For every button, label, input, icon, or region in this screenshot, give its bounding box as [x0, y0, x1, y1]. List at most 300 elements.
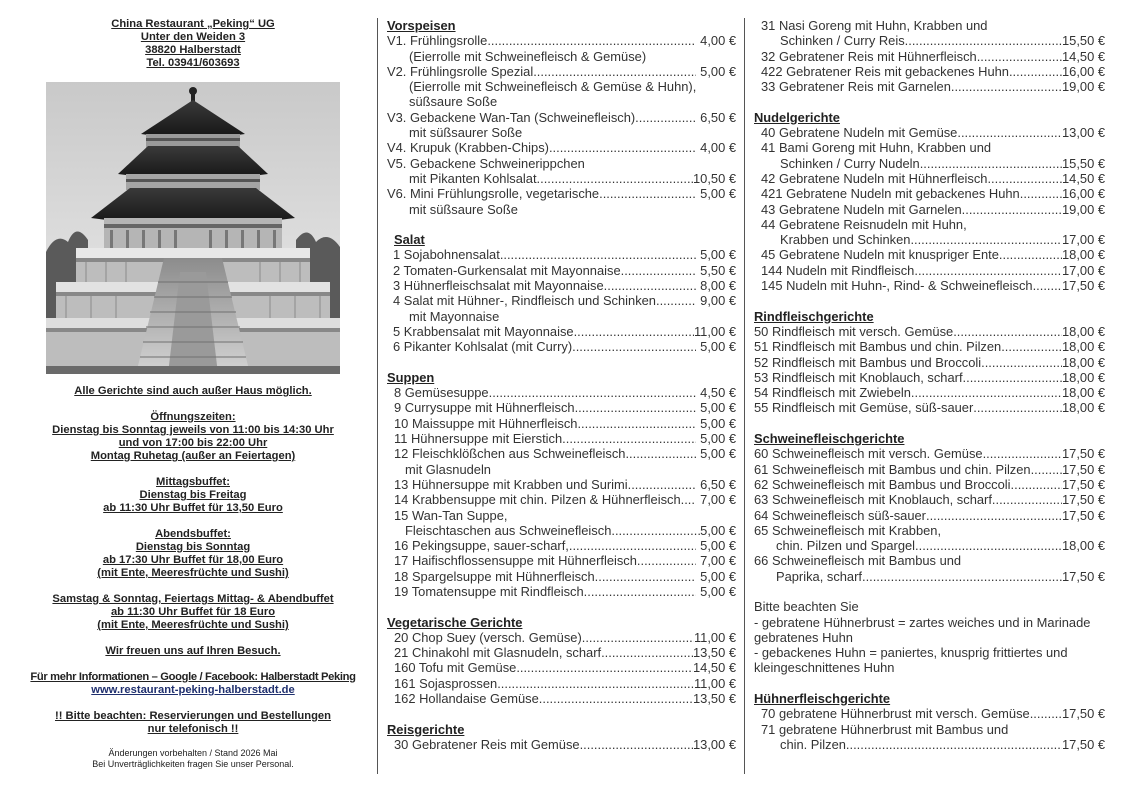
menu-item-row — [387, 278, 736, 293]
menu-item-name: Currysuppe mit Hühnerfleisch — [404, 400, 575, 416]
note-block — [754, 599, 1105, 675]
menu-item-number: V5. — [387, 155, 407, 171]
menu-item-name: Frühlingsrolle Spezial — [409, 63, 534, 79]
dot-leader — [910, 232, 1062, 247]
menu-item-label — [394, 446, 625, 461]
weekend-line-3: (mit Ente, Meeresfrüchte und Sushi) — [97, 619, 289, 631]
menu-item-price: 11,00 € — [693, 675, 736, 691]
menu-item-label — [761, 263, 914, 278]
menu-item-description: (Eierrolle mit Schweinefleisch & Gemüse & Huhn), — [409, 79, 697, 95]
menu-item — [387, 339, 736, 354]
website-link[interactable]: www.restaurant-peking-halberstadt.de — [91, 684, 295, 696]
opening-hours — [20, 411, 366, 463]
menu-item-label — [394, 645, 601, 660]
menu-item-number: 2 — [393, 262, 401, 278]
menu-item — [387, 324, 736, 339]
menu-item-head — [754, 523, 1105, 538]
dot-leader — [577, 416, 696, 431]
menu-item-name: Rindfleisch mit versch. Gemüse — [771, 323, 954, 339]
menu-item-price: 18,00 € — [1061, 323, 1105, 339]
menu-item-label — [394, 737, 580, 752]
menu-item-price: 17,50 € — [1061, 492, 1105, 508]
dot-leader — [905, 33, 1062, 48]
menu-item-row — [754, 706, 1105, 721]
menu-item-label — [754, 508, 926, 523]
dot-leader — [595, 569, 697, 584]
menu-item — [387, 508, 736, 539]
dot-leader — [574, 324, 694, 339]
menu-item-number: 144 — [761, 262, 783, 278]
menu-item-row — [387, 263, 736, 278]
menu-item-label — [754, 400, 973, 415]
dot-leader — [1009, 64, 1062, 79]
menu-item — [754, 355, 1105, 370]
dot-leader — [628, 477, 697, 492]
footer-line-2: Bei Unverträglichkeiten fragen Sie unser Personal. — [92, 759, 294, 769]
menu-item-description: mit Mayonnaise — [409, 308, 500, 324]
menu-column-middle — [387, 18, 736, 752]
notice-line-1: !! Bitte beachten: Reservierungen und Bestellungen — [54, 710, 331, 722]
dot-leader — [914, 263, 1062, 278]
menu-item-price: 11,00 € — [693, 323, 736, 339]
menu-item-name: Frühlingsrolle — [409, 33, 488, 49]
menu-item-name: Gebratener Reis mit Garnelen — [778, 79, 951, 95]
dot-leader — [497, 676, 694, 691]
menu-item-price: 17,50 € — [1061, 507, 1105, 523]
menu-item-number: 145 — [761, 278, 783, 294]
section-title: Rindfleischgerichte — [754, 308, 874, 324]
menu-item-number: 41 — [761, 140, 776, 156]
menu-item-head — [754, 553, 1105, 568]
weekend-line-2: ab 11:30 Uhr Buffet für 18 Euro — [110, 606, 276, 618]
note-line3: - gebackenes Huhn = paniertes, knusprig frittiertes und — [754, 645, 1068, 661]
menu-item-name: Fleischklößchen aus Schweinefleisch — [411, 446, 626, 462]
section-vorspeisen — [387, 18, 736, 217]
menu-item-name: Rindfleisch mit Bambus und chin. Pilzen — [771, 339, 1002, 355]
menu-item — [387, 676, 736, 691]
menu-item-label — [761, 706, 1030, 721]
dinner-line-2: ab 17:30 Uhr Buffet für 18,00 Euro — [102, 554, 284, 566]
section-title: Nudelgerichte — [754, 109, 840, 125]
menu-item — [754, 339, 1105, 354]
menu-item-name: Fleischtaschen aus Schweinefleisch — [405, 522, 612, 538]
dot-leader — [572, 339, 696, 354]
menu-item-price: 11,00 € — [693, 629, 736, 645]
menu-item-row — [387, 64, 736, 79]
menu-item — [754, 186, 1105, 201]
menu-item — [387, 64, 736, 110]
dot-leader — [599, 186, 696, 201]
menu-item-name: Krabbensuppe mit chin. Pilzen & Hühnerfleisch — [411, 492, 681, 508]
section-title: Vorspeisen — [387, 18, 456, 33]
menu-item-price: 13,00 € — [692, 736, 736, 752]
menu-item — [754, 523, 1105, 554]
dot-leader — [973, 400, 1062, 415]
section-schwein — [754, 431, 1105, 584]
menu-item-row — [754, 324, 1105, 339]
dot-leader — [963, 370, 1062, 385]
menu-item-number: 8 — [394, 385, 402, 401]
menu-item-head — [754, 722, 1105, 737]
menu-item-name: Gebratener Reis mit Hühnerfleisch — [778, 48, 977, 64]
menu-item-label — [761, 247, 999, 262]
menu-item-name: Gebratene Nudeln mit Garnelen — [778, 201, 962, 217]
section-gap — [387, 706, 736, 721]
menu-item — [754, 324, 1105, 339]
menu-item — [387, 33, 736, 64]
menu-item-name: Rindfleisch mit Knoblauch, scharf — [771, 369, 963, 385]
menu-item-name: Pikanter Kohlsalat (mit Curry) — [403, 339, 573, 355]
menu-item-label — [754, 477, 1011, 492]
dot-leader — [601, 645, 693, 660]
menu-item-row — [387, 400, 736, 415]
menu-item-number: 60 — [754, 446, 769, 462]
menu-item-name: Paprika, scharf — [776, 568, 862, 584]
menu-item-number: 6 — [393, 339, 401, 355]
menu-item-number: 32 — [761, 48, 776, 64]
dot-leader — [953, 324, 1062, 339]
menu-item-number: 161 — [394, 675, 416, 691]
menu-item-price: 18,00 € — [1061, 400, 1105, 416]
menu-item-name: Gebratene Nudeln mit Hühnerfleisch — [778, 170, 988, 186]
menu-item-row — [754, 385, 1105, 400]
dot-leader — [516, 660, 693, 675]
section-nudel — [754, 110, 1105, 294]
notice-block — [20, 710, 366, 736]
menu-item-label — [761, 125, 957, 140]
lunch-line-2: ab 11:30 Uhr Buffet für 13,50 Euro — [103, 502, 283, 514]
menu-item-name: Maissuppe mit Hühnerfleisch — [411, 415, 578, 431]
menu-item-label — [761, 186, 1020, 201]
dot-leader — [621, 263, 697, 278]
dot-leader — [915, 538, 1062, 553]
column-divider-1 — [377, 18, 378, 774]
menu-column-right — [754, 18, 1105, 752]
weekend-buffet — [20, 593, 366, 632]
menu-item — [387, 492, 736, 507]
menu-item-number: 64 — [754, 507, 769, 523]
menu-item-row — [387, 171, 736, 186]
menu-item-row — [754, 492, 1105, 507]
menu-item-row — [387, 477, 736, 492]
menu-item-number: 9 — [394, 400, 402, 416]
menu-item-name: Schweinefleisch mit versch. Gemüse — [771, 446, 983, 462]
dot-leader — [582, 630, 694, 645]
menu-item — [387, 645, 736, 660]
menu-item-name: Hollandaise Gemüse — [419, 691, 539, 707]
menu-item-price: 5,00 € — [700, 431, 736, 447]
menu-item-row — [387, 569, 736, 584]
dot-leader — [681, 492, 697, 507]
dot-leader — [580, 737, 693, 752]
menu-item-label — [754, 355, 981, 370]
menu-item-row — [754, 232, 1105, 247]
weekend-line-1: Samstag & Sonntag, Feiertags Mittag- & Abendbuffet — [52, 593, 334, 605]
restaurant-phone: Tel. 03941/603693 — [146, 57, 240, 69]
menu-item-head — [387, 156, 736, 171]
menu-item-price: 14,50 € — [1061, 170, 1105, 186]
menu-item — [387, 293, 736, 324]
menu-item-row — [754, 263, 1105, 278]
menu-item-label — [393, 278, 604, 293]
menu-item-price: 17,50 € — [1061, 568, 1105, 584]
menu-item-price: 5,00 € — [700, 568, 736, 584]
menu-item-row — [387, 186, 736, 201]
menu-item-name: Schinken / Curry Nudeln — [780, 155, 920, 171]
note-line2: gebratenes Huhn — [754, 629, 853, 645]
menu-item-number: 50 — [754, 323, 769, 339]
dot-leader — [487, 33, 696, 48]
menu-item — [754, 125, 1105, 140]
section-huhn — [754, 691, 1105, 752]
menu-item-label — [394, 538, 569, 553]
dot-leader — [992, 492, 1062, 507]
menu-item-label — [394, 676, 497, 691]
menu-item-price: 18,00 € — [1061, 385, 1105, 401]
menu-item-price: 18,00 € — [1061, 247, 1105, 263]
menu-item — [387, 416, 736, 431]
menu-item-price: 5,00 € — [700, 583, 736, 599]
menu-item-label — [393, 293, 656, 308]
dot-leader — [537, 171, 693, 186]
menu-item-label — [393, 247, 500, 262]
menu-item-name: Rindfleisch mit Gemüse, süß-sauer — [771, 400, 974, 416]
section-gap — [754, 94, 1105, 109]
takeaway-note: Alle Gerichte sind auch außer Haus möglich. — [74, 385, 312, 397]
menu-item-price: 13,50 € — [692, 691, 736, 707]
menu-item-number: 1 — [393, 247, 401, 263]
menu-item-name: Nudeln mit Rindfleisch — [786, 262, 915, 278]
menu-item-number: 66 — [754, 553, 769, 569]
section-gap — [387, 217, 736, 232]
section-suppen — [387, 370, 736, 599]
menu-item-row — [754, 477, 1105, 492]
menu-item-description: (Eierrolle mit Schweinefleisch & Gemüse) — [409, 48, 647, 64]
menu-item-label — [761, 79, 951, 94]
dot-leader — [983, 446, 1062, 461]
section-rind — [754, 309, 1105, 416]
menu-item-row — [387, 431, 736, 446]
menu-item-number: 13 — [394, 476, 409, 492]
lunch-buffet — [20, 476, 366, 515]
menu-item-number: 15 — [394, 507, 409, 523]
dot-leader — [1020, 186, 1062, 201]
menu-item-name-head: Schweinefleisch mit Krabben, — [771, 522, 942, 538]
menu-item-number: 40 — [761, 125, 776, 141]
menu-item — [754, 202, 1105, 217]
menu-item — [387, 446, 736, 477]
section-salat — [387, 232, 736, 354]
menu-item-price: 4,00 € — [700, 33, 736, 49]
dot-leader — [957, 125, 1062, 140]
menu-item-price: 15,50 € — [1061, 33, 1105, 49]
menu-item-number: 54 — [754, 385, 769, 401]
restaurant-city: 38820 Halberstadt — [145, 44, 241, 56]
menu-item-name-head: Wan-Tan Suppe, — [411, 507, 508, 523]
menu-item-number: 44 — [761, 216, 776, 232]
menu-item-label — [754, 370, 963, 385]
menu-item-name: Gebratene Nudeln mit gebackenes Huhn — [786, 186, 1020, 202]
menu-item-price: 16,00 € — [1061, 63, 1105, 79]
menu-item-name: Krupuk (Krabben-Chips) — [409, 140, 549, 156]
dot-leader — [926, 508, 1062, 523]
menu-item-number: 5 — [393, 323, 401, 339]
menu-item-row — [754, 370, 1105, 385]
menu-item-row — [387, 247, 736, 262]
menu-item-number: 17 — [394, 553, 409, 569]
menu-item — [387, 186, 736, 217]
menu-item-number: 53 — [754, 369, 769, 385]
menu-item-label — [394, 416, 577, 431]
menu-item-row — [754, 737, 1105, 752]
menu-item-row — [387, 446, 736, 461]
menu-item-row — [754, 508, 1105, 523]
menu-item-price: 17,50 € — [1061, 278, 1105, 294]
menu-item-row — [387, 385, 736, 400]
menu-item-row — [754, 156, 1105, 171]
menu-item-name-head: Bami Goreng mit Huhn, Krabben und — [778, 140, 992, 156]
menu-item-number: 421 — [761, 186, 783, 202]
dot-leader — [533, 64, 696, 79]
menu-item-number: 65 — [754, 522, 769, 538]
menu-item-label — [393, 339, 572, 354]
menu-item-row — [387, 584, 736, 599]
menu-item-label — [387, 64, 533, 79]
dot-leader — [962, 202, 1062, 217]
menu-item-price: 17,00 € — [1061, 262, 1105, 278]
menu-item — [387, 247, 736, 262]
menu-item-name-head: Gebackene Schweinerippchen — [409, 155, 585, 171]
menu-item-number: 63 — [754, 492, 769, 508]
menu-item — [754, 217, 1105, 248]
menu-item-row — [754, 278, 1105, 293]
menu-item-label — [394, 385, 489, 400]
dot-leader — [981, 355, 1062, 370]
dot-leader — [656, 293, 696, 308]
menu-item — [754, 722, 1105, 753]
dot-leader — [1001, 339, 1062, 354]
dot-leader — [539, 691, 693, 706]
menu-item-price: 10,50 € — [692, 170, 736, 186]
menu-item-number: 71 — [761, 721, 776, 737]
menu-item — [387, 538, 736, 553]
menu-item-name: Gemüsesuppe — [404, 385, 489, 401]
menu-item-label — [754, 462, 1031, 477]
dinner-buffet — [20, 528, 366, 580]
menu-item-number: 3 — [393, 278, 401, 294]
menu-item — [387, 140, 736, 155]
menu-item-label — [761, 171, 987, 186]
menu-item-row — [387, 676, 736, 691]
menu-item-name: Pekingsuppe, sauer-scharf, — [411, 538, 569, 554]
more-info-block — [20, 671, 366, 697]
menu-item-row — [387, 660, 736, 675]
menu-item-label — [393, 263, 621, 278]
dot-leader — [987, 171, 1062, 186]
menu-item — [387, 400, 736, 415]
menu-item — [754, 171, 1105, 186]
menu-item-price: 5,00 € — [700, 400, 736, 416]
menu-item-price: 18,00 € — [1061, 538, 1105, 554]
menu-item-number: 18 — [394, 568, 409, 584]
menu-item-number: 10 — [394, 415, 409, 431]
menu-item-label — [754, 385, 911, 400]
menu-item — [387, 156, 736, 187]
menu-item-row — [754, 462, 1105, 477]
menu-item-name: Hühnersuppe mit Eierstich — [410, 431, 563, 447]
menu-item-row — [387, 324, 736, 339]
menu-item-number: 42 — [761, 170, 776, 186]
menu-item-name: Spargelsuppe mit Hühnerfleisch — [411, 568, 595, 584]
menu-item-label — [393, 324, 574, 339]
section-title: Hühnerfleischgerichte — [754, 691, 891, 707]
menu-item-name: Schinken / Curry Reis — [780, 33, 905, 49]
restaurant-name: China Restaurant „Peking“ UG — [111, 18, 275, 30]
menu-item-name: Gebratener Reis mit Gemüse — [411, 736, 580, 752]
menu-item-number: 11 — [394, 431, 408, 447]
dot-leader — [635, 110, 696, 125]
dot-leader — [569, 538, 696, 553]
dot-leader — [549, 140, 696, 155]
menu-item-row — [754, 171, 1105, 186]
menu-item — [387, 737, 736, 752]
menu-item-label — [394, 691, 539, 706]
menu-item-description: mit Glasnudeln — [405, 461, 491, 477]
menu-item-row — [387, 492, 736, 507]
menu-item — [754, 49, 1105, 64]
menu-item-number: V3. — [387, 109, 407, 125]
menu-item-name: Krabbensalat mit Mayonnaise — [403, 323, 574, 339]
menu-item-label — [761, 202, 962, 217]
menu-item — [754, 706, 1105, 721]
menu-item-number: 55 — [754, 400, 769, 416]
menu-item — [387, 691, 736, 706]
menu-item-label — [394, 477, 628, 492]
menu-item-label — [394, 400, 575, 415]
menu-item-label — [754, 339, 1001, 354]
menu-item-label — [761, 278, 1033, 293]
menu-item-label — [394, 660, 516, 675]
menu-item-price: 17,00 € — [1061, 232, 1105, 248]
menu-item-price: 5,00 € — [700, 538, 736, 554]
menu-item — [754, 64, 1105, 79]
lunch-line-1: Dienstag bis Freitag — [139, 489, 247, 501]
dot-leader — [489, 385, 697, 400]
menu-item-number: 43 — [761, 201, 776, 217]
opening-title: Öffnungszeiten: — [150, 411, 236, 423]
menu-item-row — [387, 33, 736, 48]
welcome-text: Wir freuen uns auf Ihren Besuch. — [105, 645, 281, 657]
menu-item-number: 422 — [761, 63, 783, 79]
menu-item-number: V4. — [387, 140, 407, 156]
section-gap — [387, 355, 736, 370]
menu-item-price: 5,00 € — [700, 522, 736, 538]
dot-leader — [1011, 477, 1062, 492]
menu-item-price: 5,00 € — [700, 446, 736, 462]
menu-item-name: Sojabohnensalat — [403, 247, 500, 263]
dot-leader — [951, 79, 1062, 94]
menu-item — [387, 630, 736, 645]
section-title: Suppen — [387, 369, 435, 385]
dot-leader — [846, 737, 1062, 752]
menu-item-row — [754, 202, 1105, 217]
menu-item-number: V6. — [387, 186, 407, 202]
dinner-line-1: Dienstag bis Sonntag — [135, 541, 251, 553]
menu-item — [754, 370, 1105, 385]
menu-item-price: 18,00 € — [1061, 354, 1105, 370]
menu-item-price: 6,50 € — [700, 109, 736, 125]
dot-leader — [500, 247, 696, 262]
